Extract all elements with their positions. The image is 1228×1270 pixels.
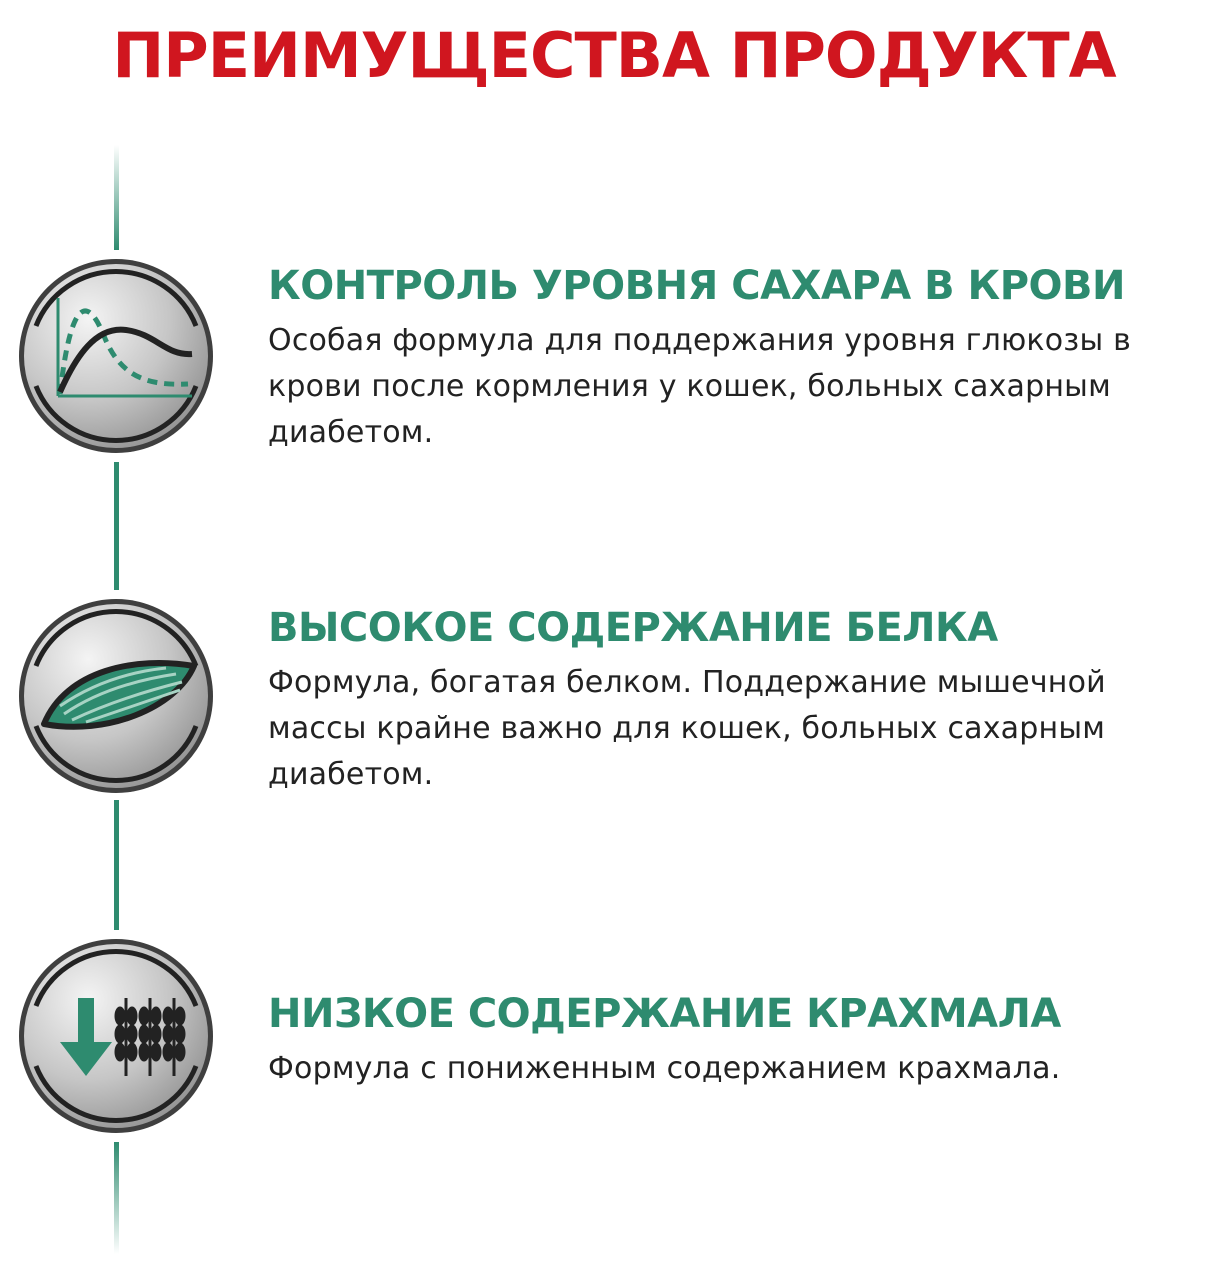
blood-sugar-curve-icon [16, 256, 216, 456]
low-starch-wheat-icon [16, 936, 216, 1136]
feature-description: Особая формула для поддержания уровня глюкозы в крови после кормления у кошек, больных сахарным диабетом. [268, 323, 1131, 450]
feature-description: Формула, богатая белком. Поддержание мышечной массы крайне важно для кошек, больных сахарным диабетом. [268, 665, 1106, 792]
muscle-fiber-icon [16, 596, 216, 796]
feature-protein [268, 604, 1218, 798]
page-title: ПРЕИМУЩЕСТВА ПРОДУКТА [112, 19, 1116, 92]
feature-title: НИЗКОЕ СОДЕРЖАНИЕ КРАХМАЛА [268, 991, 1061, 1037]
feature-title: ВЫСОКОЕ СОДЕРЖАНИЕ БЕЛКА [268, 605, 998, 651]
feature-blood-sugar [268, 262, 1218, 456]
feature-low-starch [268, 990, 1218, 1092]
feature-description: Формула с пониженным содержанием крахмала. [268, 1051, 1061, 1086]
feature-title: КОНТРОЛЬ УРОВНЯ САХАРА В КРОВИ [268, 263, 1125, 309]
